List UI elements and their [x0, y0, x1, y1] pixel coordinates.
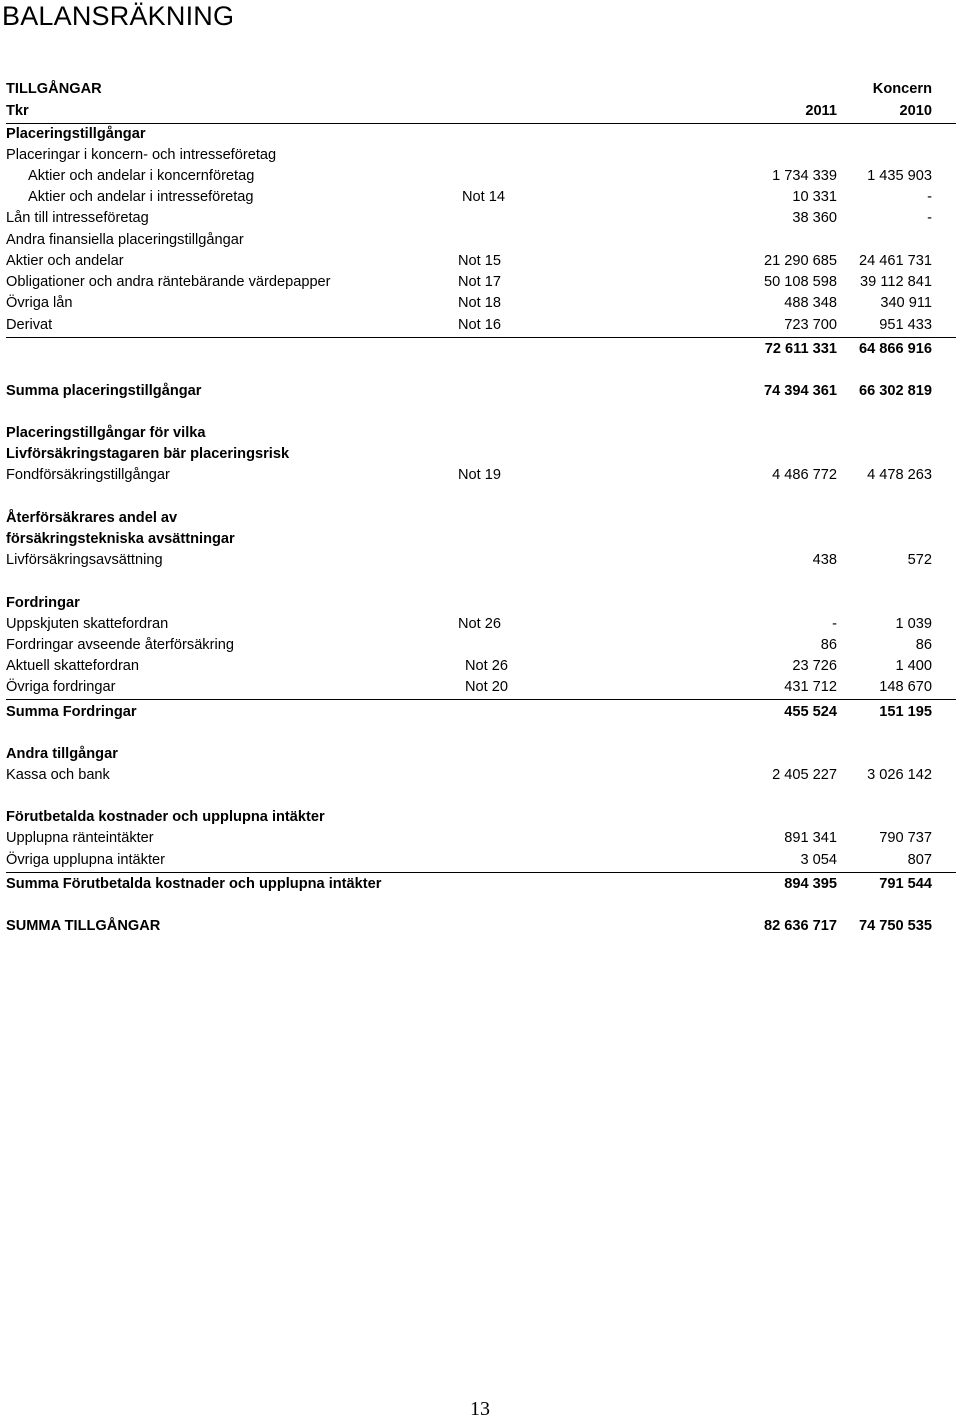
total-row: Summa Förutbetalda kostnader och upplupna intäkter 894 395 791 544 [6, 876, 932, 892]
table-row: Aktuell skattefordran Not 26 23 726 1 400 [0, 656, 960, 677]
page-title: BALANSRÄKNING [2, 1, 235, 31]
table-row: Placeringstillgångar [6, 126, 146, 142]
table-row: Derivat Not 16 723 700 951 433 [0, 315, 960, 336]
group-heading: Koncern [872, 81, 932, 97]
table-row: Livförsäkringsavsättning 438 572 [6, 552, 932, 568]
table-row: Fordringar avseende återförsäkring 86 86 [6, 637, 932, 653]
note-reference: Not 18 [458, 295, 501, 311]
note-reference: Not 17 [458, 274, 501, 290]
table-row: Upplupna ränteintäkter 891 341 790 737 [6, 830, 932, 846]
table-row: Uppskjuten skattefordran Not 26 - 1 039 [0, 614, 960, 635]
table-row: Placeringar i koncern- och intresseföretag [6, 147, 277, 163]
table-row: Övriga lån Not 18 488 348 340 911 [0, 293, 960, 314]
section-heading-row: Andra tillgångar [6, 746, 118, 762]
note-reference: Not 19 [458, 467, 501, 483]
year-2010-header: 2010 [899, 103, 932, 119]
section-heading-row: Fordringar [6, 595, 80, 611]
section-heading-row: försäkringstekniska avsättningar [6, 531, 235, 547]
note-reference: Not 20 [465, 679, 508, 695]
table-row: Obligationer och andra räntebärande värdepapper Not 17 50 108 598 39 112 841 [0, 272, 960, 293]
table-row: Aktier och andelar i koncernföretag 1 734 339 1 435 903 [28, 168, 932, 184]
note-reference: Not 16 [458, 317, 501, 333]
table-row: Övriga upplupna intäkter 3 054 807 [6, 852, 932, 868]
table-row: Aktier och andelar i intresseföretag Not 14 10 331 - [0, 187, 960, 208]
section-heading-row: Förutbetalda kostnader och upplupna intäkter [6, 809, 325, 825]
column-header-row [0, 101, 960, 122]
section-heading: TILLGÅNGAR [6, 81, 102, 97]
table-row: Kassa och bank 2 405 227 3 026 142 [6, 767, 932, 783]
table-row: Lån till intresseföretag 38 360 - [6, 210, 932, 226]
page-number: 13 [470, 1398, 490, 1420]
note-reference: Not 26 [458, 616, 501, 632]
total-row: Summa Fordringar 455 524 151 195 [6, 704, 932, 720]
section-heading-row: Livförsäkringstagaren bär placeringsrisk [6, 446, 290, 462]
table-row: Andra finansiella placeringstillgångar [6, 232, 244, 248]
subtotal-rule [6, 337, 956, 338]
table-row: Fondförsäkringstillgångar Not 19 4 486 772 4 478 263 [0, 465, 960, 486]
year-2011-header: 2011 [805, 103, 837, 119]
table-row: Övriga fordringar Not 20 431 712 148 670 [0, 677, 960, 698]
total-row: Summa placeringstillgångar 74 394 361 66 302 819 [6, 383, 932, 399]
subtotal-rule [6, 699, 956, 700]
subtotal-rule [6, 872, 956, 873]
note-reference: Not 14 [462, 189, 505, 205]
section-heading-row: Placeringstillgångar för vilka [6, 425, 206, 441]
section-heading-row: Återförsäkrares andel av [6, 510, 178, 526]
subtotal-row: 72 611 331 64 866 916 [764, 341, 932, 357]
note-reference: Not 15 [458, 253, 501, 269]
header-row [0, 79, 960, 100]
unit-label: Tkr [6, 103, 29, 119]
grand-total-row: SUMMA TILLGÅNGAR 82 636 717 74 750 535 [6, 918, 932, 934]
table-row: Aktier och andelar Not 15 21 290 685 24 461 731 [0, 251, 960, 272]
note-reference: Not 26 [465, 658, 508, 674]
